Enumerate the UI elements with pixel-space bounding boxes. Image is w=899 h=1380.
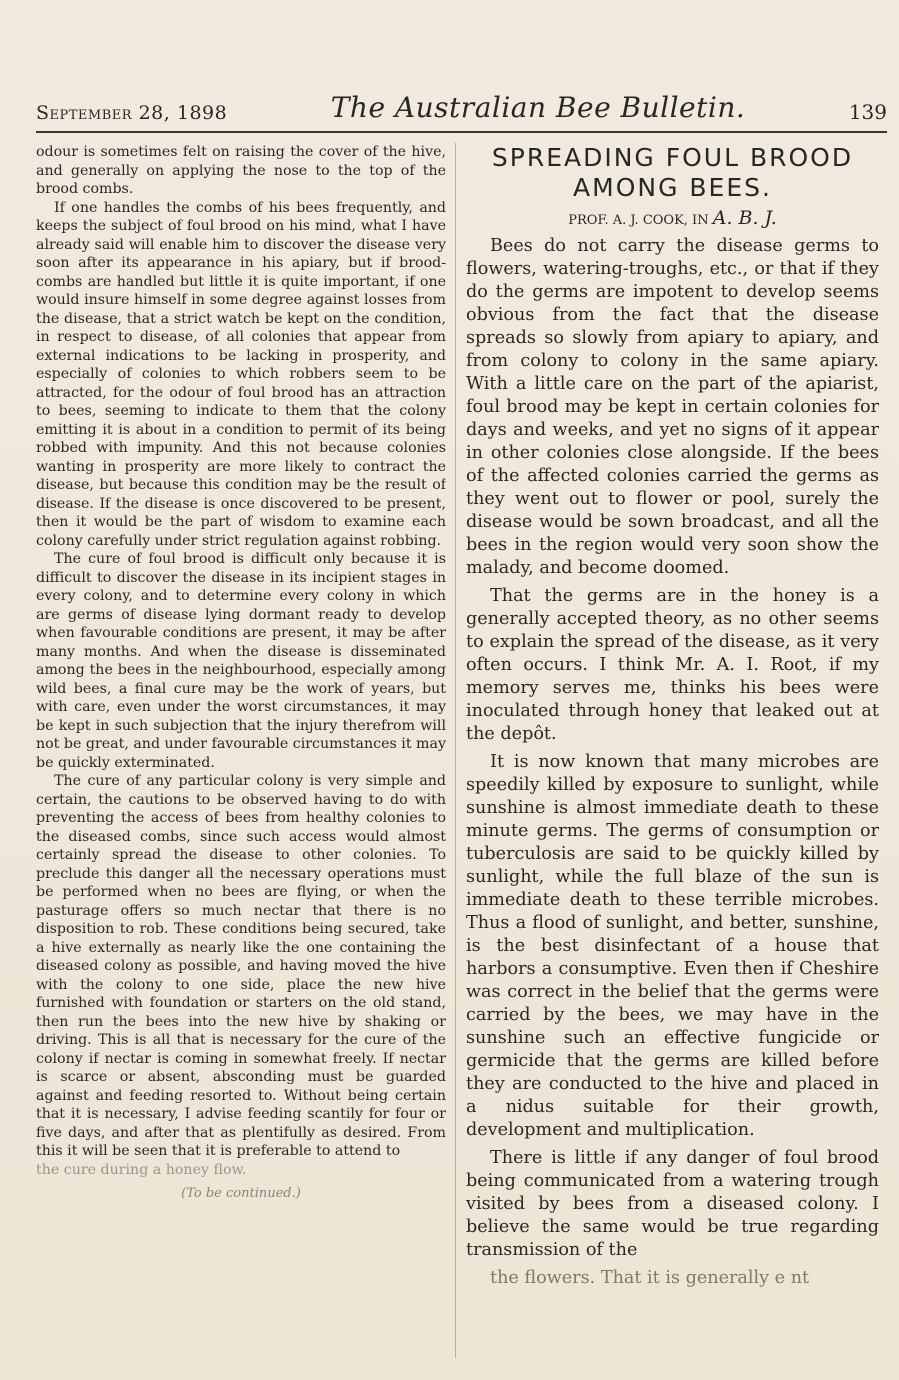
article-byline [466, 207, 879, 229]
column-divider [455, 143, 456, 1358]
left-paragraph: odour is sometimes felt on raising the cover of the hive, and generally on applying the nose to the top of the brood combs. [36, 144, 446, 197]
article-paragraph: It is now known that many microbes are speedily killed by exposure to sunlight, while sunshine is almost immediate death to these minute germs. The germs of consumption or tuberculosis are said to be quickly killed by sunlight, while the full blaze of the sun is immediate death to these terrible microbes. Thus a flood of sunlight, and better, sunshine, is the best disinfectant of a house that harbors a consumptive. Even then if Cheshire was correct in the belief that the germs were carried by the bees, we may have in the sunshine such an effective fungicide or germicide that the germs are killed before they are conducted to the hive and placed in a nidus suitable for their growth, development and multiplication. [466, 752, 879, 1140]
left-paragraph: The cure of any particular colony is very simple and certain, the cautions to be observed having to do with preventing the access of bees from healthy colonies to the diseased combs, since such access would almost certainly spread the disease to other colonies. To preclude this danger all the necessary operations must be performed when no bees are flying, or when the pasturage offers so much nectar that there is no disposition to rob. These conditions being secured, take a hive externally as nearly like the one containing the diseased colony as possible, and having moved the hive with the colony to one side, place the new hive furnished with foundation or starters on the old stand, then run the bees into the new hive by shaking or driving. This is all that is necessary for the cure of the colony if nectar is coming in somewhat freely. If nectar is scarce or absent, absconding must be guarded against and feeding resorted to. Without being certain that it is necessary, I advise feeding scantily for four or five days, and after that as plentifully as desired. From this it will be seen that it is preferable to attend to [36, 773, 446, 1159]
byline-source: A. B. J. [712, 207, 777, 229]
left-faded-line: the cure during a honey flow. [36, 1161, 247, 1178]
continued-note: (To be continued.) [181, 1186, 301, 1201]
article-paragraph: That the germs are in the honey is a generally accepted theory, as no other seems to explain the spread of the disease, as it very often occurs. I think Mr. A. I. Root, if my memory serves me, thinks his bees were inoculated through honey that leaked out at the depôt. [466, 586, 879, 744]
issue-date: September 28, 1898 [36, 102, 228, 124]
left-paragraph: The cure of foul brood is difficult only because it is difficult to discover the disease in its incipient stages in every colony, and to determine every colony in which are germs of disease lying dormant ready to develop when favourable conditions are present, it may be after many months. And when the disease is disseminated among the bees in the neighbourhood, especially among wild bees, a final cure may be the work of years, but with care, even under the worst circumstances, it may be kept in such subjection that the injury therefrom will not be great, and under favourable circumstances it may be quickly exterminated. [36, 551, 446, 771]
article-paragraph: There is little if any danger of foul brood being communicated from a watering trough visited by bees from a diseased colony. I believe the same would be true regarding transmission of the [466, 1148, 879, 1260]
right-column [466, 143, 879, 1368]
left-column [36, 143, 446, 1368]
left-paragraph: If one handles the combs of his bees frequently, and keeps the subject of foul brood on his mind, what I have already said will enable him to discover the disease very soon after its appearance in his apiary, but if brood-combs are handled but little it is quite important, if one would insure himself in some degree against losses from the disease, that a strict watch be kept on the condition, in respect to disease, of all colonies that appear from external indications to be lacking in prosperity, and especially of colonies to which robbers seem to be attracted, for the odour of foul brood has an attraction to bees, seeming to indicate to them that the colony emitting it is about in a condition to permit of its being robbed with impunity. And this not because colonies wanting in prosperity are more likely to contract the disease, but because this condition may be the result of disease. If the disease is once discovered to be present, then it would be the part of wisdom to examine each colony carefully under strict regulation against robbing. [36, 199, 446, 549]
byline-author: PROF. A. J. COOK, IN [568, 213, 709, 228]
article-title: SPREADING FOUL BROOD AMONG BEES. [491, 143, 854, 202]
article-paragraph: Bees do not carry the disease germs to flowers, watering-troughs, etc., or that if they do the germs are impotent to develop seems obvious from the fact that the disease spreads so slowly from apiary to apiary, and from colony to colony in the same apiary. With a little care on the part of the apiarist, foul brood may be kept in certain colonies for days and weeks, and yet no signs of it appear in other colonies close alongside. If the bees of the affected colonies carried the germs as they went out to flower or pool, surely the disease would be sown broadcast, and all the bees in the region would very soon show the malady, and become doomed. [466, 236, 879, 578]
page-number: 139 [848, 100, 887, 124]
publication-title: The Australian Bee Bulletin. [330, 91, 746, 124]
article-faded-line: the flowers. That it is generally e nt [490, 1268, 810, 1288]
page-header [36, 88, 887, 124]
header-rule [36, 131, 887, 133]
